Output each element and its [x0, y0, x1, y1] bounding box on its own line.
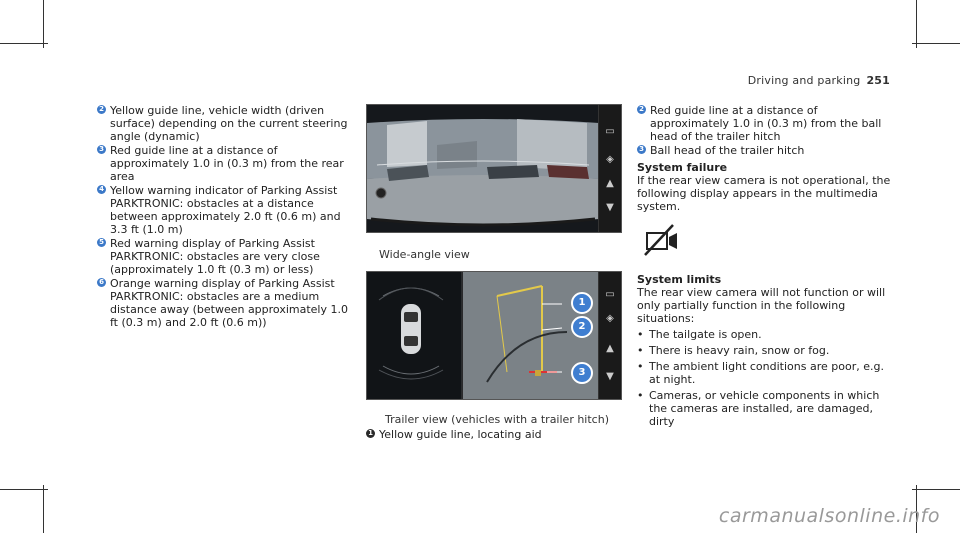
list-item — [366, 428, 626, 441]
system-failure-text: If the rear view camera is not operational, the following display appears in the multimedia system. — [637, 174, 891, 213]
parking-view-icon[interactable]: ▲ — [606, 343, 614, 354]
bullet-item: • There is heavy rain, snow or fog. — [637, 344, 895, 357]
list-item — [97, 277, 355, 329]
watermark: carmanualsonline.info — [718, 505, 940, 527]
trailer-view-icon[interactable]: ▼ — [606, 371, 614, 382]
trailer-view-camera-image — [366, 271, 622, 400]
camera-failure-icon — [643, 223, 683, 259]
crop-mark — [43, 0, 44, 48]
system-failure-heading: System failure — [637, 161, 728, 174]
bullet-item: • Cameras, or vehicle components in which the cameras are installed, are damaged, dirty — [637, 389, 895, 428]
item-text: Red warning display of Parking Assist PARKTRONIC: obstacles are very close (approximately 1.0 ft (0.3 m) or less) — [110, 237, 320, 276]
wide-angle-scene — [367, 105, 599, 232]
camera-view-sidebar — [598, 272, 621, 399]
item-text: Ball head of the trailer hitch — [650, 144, 805, 157]
camera-view-sidebar — [598, 105, 621, 232]
camera-mode-icon[interactable]: ▭ — [605, 126, 615, 137]
item-text: Orange warning display of Parking Assist PARKTRONIC: obstacles are a medium distance away (between approximately 1.0 ft (0.3 m) and 2.0 ft (0.6 m)) — [110, 277, 348, 329]
item-number-badge: 6 — [97, 278, 106, 287]
item-number-badge: 5 — [97, 238, 106, 247]
item-text: Yellow warning indicator of Parking Assist PARKTRONIC: obstacles at a distance between approximately 2.0 ft (0.6 m) and 3.3 ft (1.0 m) — [110, 184, 341, 236]
item-number-badge: 3 — [637, 145, 646, 154]
list-item — [97, 237, 355, 276]
camera-mode-icon[interactable]: ▭ — [605, 289, 615, 300]
item-text: Yellow guide line, vehicle width (driven surface) depending on the current steering angle (dynamic) — [110, 104, 348, 143]
crop-mark — [912, 489, 960, 490]
list-item — [97, 104, 355, 143]
bullet-item: • The tailgate is open. — [637, 328, 895, 341]
item-text: Red guide line at a distance of approximately 1.0 in (0.3 m) from the rear area — [110, 144, 344, 183]
item-text: Red guide line at a distance of approximately 1.0 in (0.3 m) from the ball head of the trailer hitch — [650, 104, 882, 143]
crop-mark — [0, 43, 48, 44]
trailer-view-icon[interactable]: ▼ — [606, 202, 614, 213]
page-header — [748, 74, 890, 87]
trailer-view-caption: Trailer view (vehicles with a trailer hitch) — [385, 413, 609, 426]
view-select-icon[interactable]: ◈ — [606, 154, 614, 165]
item-number-badge: 3 — [97, 145, 106, 154]
system-limits-heading: System limits — [637, 273, 722, 286]
item-number-badge: 2 — [637, 105, 646, 114]
bullet-item: • The ambient light conditions are poor, e.g. at night. — [637, 360, 895, 386]
parking-view-icon[interactable]: ▲ — [606, 178, 614, 189]
callout-1: 1 — [571, 292, 593, 314]
left-column — [97, 104, 355, 330]
item-number-badge: 1 — [366, 429, 375, 438]
page-number: 251 — [866, 74, 890, 87]
trailer-view-scene — [367, 272, 599, 399]
item-number-badge: 4 — [97, 185, 106, 194]
list-item — [637, 144, 895, 157]
right-column — [637, 104, 895, 431]
system-limits-text: The rear view camera will not function or will only partially function in the following situations: — [637, 286, 886, 325]
crop-mark — [43, 485, 44, 533]
callout-2: 2 — [571, 316, 593, 338]
crop-mark — [0, 489, 48, 490]
section-title: Driving and parking — [747, 74, 861, 87]
crop-mark — [912, 43, 960, 44]
list-item — [97, 144, 355, 183]
list-item — [637, 104, 895, 143]
middle-column-list — [366, 428, 626, 442]
crop-mark — [916, 0, 917, 48]
wide-angle-camera-image — [366, 104, 622, 233]
item-number-badge: 2 — [97, 105, 106, 114]
list-item — [97, 184, 355, 236]
callout-3: 3 — [571, 362, 593, 384]
view-select-icon[interactable]: ◈ — [606, 313, 614, 324]
item-text: Yellow guide line, locating aid — [379, 428, 542, 441]
wide-angle-caption: Wide-angle view — [379, 248, 470, 261]
